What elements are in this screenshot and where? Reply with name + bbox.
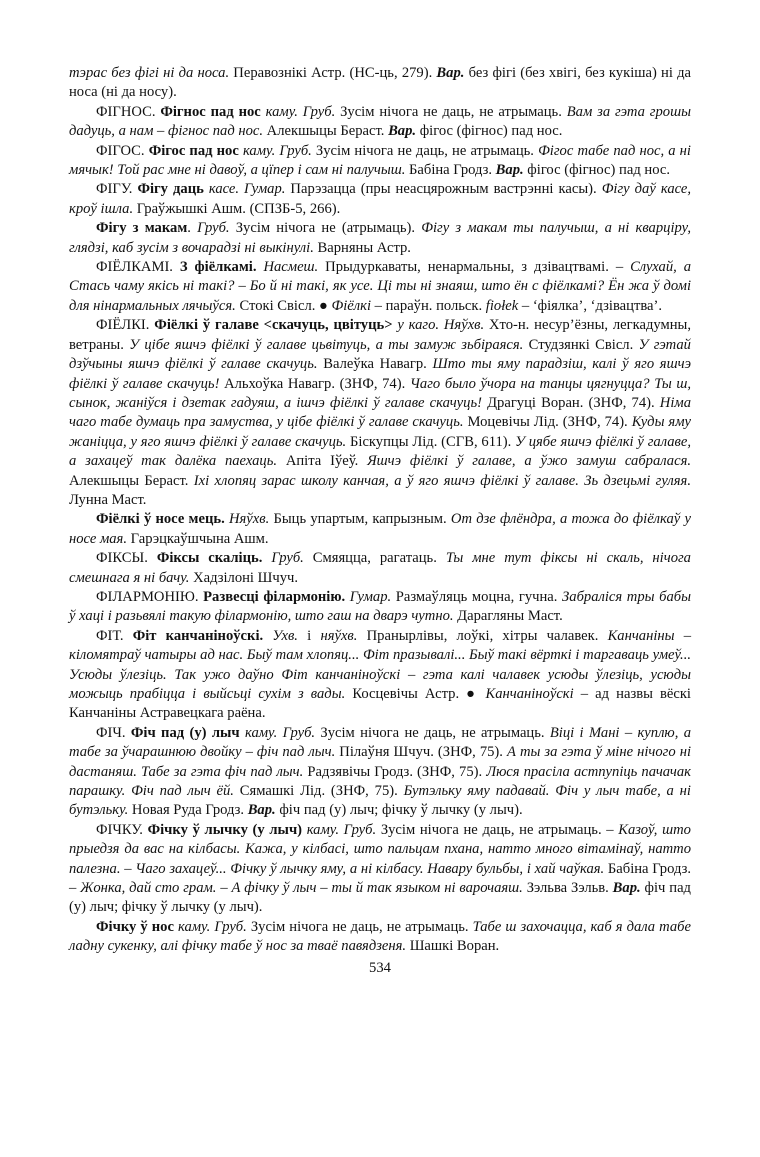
- text-run: Фігу з макам: [96, 220, 188, 237]
- text-run: Граўжышкі Ашм. (СПЗБ-5, 266).: [133, 200, 341, 217]
- text-run: – ад назвы вёскі Канчаніны Астравецкага раёна.: [69, 686, 691, 722]
- text-run: Вар.: [388, 123, 417, 140]
- text-run: А ты за гэта ў міне нічого ні дастаняш. Табе за гэта фіч пад лыч.: [69, 744, 691, 780]
- text-run: Груб.: [197, 220, 230, 237]
- text-run: – Слухай, а Стась чаму якісь ні такі? – Бо й ні такі, як усе. Ці ты ні знаяш, што ён с фіёлкамі? Ён жа ў домі для нінармальных лячыўся.: [69, 259, 692, 314]
- text-run: ФІЁЛКАМІ.: [96, 259, 180, 276]
- entry-paragraph: [69, 549, 691, 588]
- text-run: фігос (фігнос) пад нос.: [523, 162, 670, 179]
- text-run: Табе ш захочацца, каб я дала табе ладну сукенку, алі фічку табе ў нос за тваё павядзеня.: [69, 918, 691, 955]
- text-run: Гарэцкаўшчына Ашм.: [127, 530, 269, 547]
- text-run: Развесці філармонію.: [203, 588, 346, 605]
- text-run: Лунна Маст.: [69, 491, 147, 508]
- text-run: – параўн. польск.: [371, 297, 486, 314]
- text-run: фіч пад (у) лыч; фічку ў лычку (у лыч).: [69, 880, 691, 916]
- text-run: Ты мне тут фіксы ні скаль, нічога смешнага я ні бачу.: [69, 550, 691, 586]
- text-run: fiołek: [485, 297, 519, 314]
- entry-paragraph: [69, 180, 691, 219]
- text-run: Фічку ў лычку (у лыч): [147, 821, 303, 838]
- text-run: Канчаніны – кіломятраў чатыры ад нас. Быў там хлопяц... Фіт празывалі... Быў такі вёрткі і таргаваць умеў... Усюды ўлезіць. Так ужо даўно Фіт канчанінoўскі – гэта калі чалавек усюды ўлезіць, усюды можыць прабіцца і выйсьці сухім з вады.: [69, 627, 692, 702]
- text-run: Гумар.: [345, 588, 392, 605]
- text-run: Алекшыцы Бераст.: [69, 472, 194, 489]
- text-run: Алекшыцы Бераст.: [263, 123, 389, 140]
- entry-paragraph: [69, 918, 691, 957]
- text-run: От дзе флёндра, а тожа до фіёлкаў у носе мая.: [69, 511, 691, 547]
- text-run: Пранырлівы, лоўкі, хітры чалавек.: [357, 627, 608, 644]
- text-run: ФІТ.: [96, 627, 133, 644]
- text-run: Парэзацца (пры неасцярожным вастрэнні касы).: [285, 181, 602, 198]
- page-number: 534: [369, 959, 391, 976]
- text-run: касе. Гумар.: [203, 181, 286, 198]
- text-run: Фігу даць: [137, 181, 204, 198]
- page-text-body: [69, 64, 691, 957]
- text-run: Насмеш.: [256, 259, 319, 276]
- text-run: Вар.: [612, 880, 641, 897]
- text-run: тэрас без фігі ні да носа.: [69, 65, 230, 81]
- text-run: Фіч пад (у) лыч: [130, 724, 240, 741]
- text-run: Драгуці Воран. (ЗНФ, 74).: [481, 394, 660, 411]
- text-run: Бутэльку яму падавай. Фіч у лыч табе, а ні бутэльку.: [69, 783, 691, 819]
- text-run: Зусім нічога не даць, не атрымаць.: [335, 103, 567, 120]
- text-run: Бабіна Гродз.: [405, 162, 496, 179]
- text-run: ФІЧ.: [96, 724, 131, 741]
- text-run: Вар.: [495, 162, 524, 179]
- entry-paragraph: [69, 821, 691, 918]
- text-run: Фігос табе пад нос, а ні мячык! Той рас мне ні давоў, а цїпер і сам ні палучыш.: [69, 142, 691, 179]
- entry-paragraph: [69, 142, 691, 181]
- text-run: Вар.: [436, 65, 465, 81]
- entry-paragraph: [69, 258, 691, 316]
- text-run: Фігнос пад нос: [160, 103, 261, 120]
- text-run: Фіёлкі ў галаве <скачуць, цвітуць>: [154, 317, 393, 334]
- text-run: Забраліся тры бабы ў хаці і разьвялі такую філармонію, што гаш на дварэ чутно.: [69, 588, 692, 625]
- text-run: Моцевічы Лід. (ЗНФ, 74).: [463, 414, 632, 431]
- text-run: – Жонка, дай сто грам. – А фічку ў лыч – ты й так языком ні варочаяш.: [69, 880, 523, 897]
- text-run: без фігі (без хвігі, без кукіша) ні да носа (ні да носу).: [69, 65, 691, 101]
- text-run: ФІГОС.: [96, 142, 149, 159]
- entry-paragraph: [69, 64, 691, 103]
- entry-paragraph: [69, 316, 691, 510]
- text-run: у каго. Няўхв.: [392, 317, 485, 334]
- entry-paragraph: [69, 103, 691, 142]
- text-run: – ‘фіялка’, ‘дзівацтва’.: [518, 297, 663, 314]
- entry-paragraph: [69, 219, 691, 258]
- text-run: ФІЛАРМОНІЮ.: [96, 588, 204, 605]
- text-run: Груб.: [262, 550, 304, 567]
- text-run: няўхв.: [320, 627, 358, 644]
- text-run: Пілаўня Шчуч. (ЗНФ, 75).: [335, 744, 507, 761]
- text-run: Біскупцы Лід. (СГВ, 611).: [346, 433, 516, 450]
- text-run: Куды яму жаніцца, у яго яшчэ фіёлкі ў галаве скачуць.: [69, 414, 691, 450]
- text-run: Фігос пад нос: [148, 142, 239, 159]
- text-run: .: [187, 220, 198, 237]
- text-run: Ухв.: [263, 627, 298, 644]
- text-run: Фічку ў нос: [96, 918, 174, 935]
- text-run: Радзявічы Гродз. (ЗНФ, 75).: [303, 763, 487, 780]
- text-run: фігос (фігнос) пад нос.: [416, 123, 563, 140]
- text-run: Прыдуркаваты, ненармальны, з дзівацтвамі.: [318, 259, 616, 276]
- text-run: каму. Груб.: [173, 918, 247, 935]
- entry-paragraph: [69, 724, 691, 821]
- text-run: Апіта Іўеў.: [277, 453, 368, 470]
- text-run: Размаўляць моцна, гучна.: [391, 588, 563, 605]
- text-run: ФІЁЛКІ.: [96, 317, 155, 334]
- text-run: Яшчэ фіёлкі ў галаве, а ўжо замуш сабралася.: [367, 453, 691, 470]
- text-run: Хто-н. несур’ёзны, легкадумны, ветраны.: [69, 317, 692, 353]
- text-run: Бабіна Гродз.: [604, 860, 691, 877]
- text-run: Стокі Свісл. ●: [235, 297, 332, 314]
- text-run: Дарагляны Маст.: [453, 608, 563, 625]
- text-run: Шашкі Воран.: [406, 938, 500, 955]
- text-run: ФІКСЫ.: [96, 550, 157, 567]
- text-run: і: [297, 627, 321, 644]
- text-run: Зусім нічога не даць, не атрымаць.: [376, 821, 607, 838]
- text-run: Быць упартым, капрызным.: [269, 511, 451, 528]
- text-run: Вам за гэта грошы дадуць, а нам – фігнос пад нос.: [69, 103, 691, 140]
- text-run: – Казоў, што прыедзя да вас на кілбасы. Кажа, у кілбасі, што пальцам пхана, натто много вітамінаў, натто палезна. – Чаго захацеў... Фічку ў лычку яму, а ні кілбасу. Навару бульбы, і хай чаўкая.: [69, 821, 691, 877]
- text-run: Варняны Астр.: [313, 239, 411, 256]
- text-run: Косцевічы Астр. ●: [345, 686, 486, 702]
- text-run: Валеўка Навагр.: [317, 356, 433, 373]
- text-run: У цібе яшчэ фіёлкі ў галаве цьвітуць, а ты замуж зьбіраяся.: [129, 336, 524, 353]
- text-run: Канчанінoўскі: [485, 686, 574, 702]
- text-run: Фіёлкі ў носе мець.: [96, 511, 225, 528]
- text-run: У гэтай дзўчыны яшчэ фіёлкі ў галаве скачуць.: [69, 336, 691, 373]
- text-run: каму. Груб.: [260, 103, 336, 120]
- text-run: Чаго было ўчора на танцы цягнуцца? Ты ш, сынок, жаніўся і дзетак гадуяш, а ішчэ фіёлкі ў галаве скачуць!: [69, 375, 691, 411]
- text-run: Фігу даў касе, кроў ішла.: [69, 181, 692, 217]
- text-run: Няўхв.: [224, 511, 270, 528]
- text-run: Што ты яму парадзіш, калі ў яго яшчэ фіёлкі ў галаве скачуць!: [69, 356, 692, 392]
- text-run: ФІГУ.: [96, 181, 138, 198]
- text-run: каму. Груб.: [238, 142, 312, 159]
- text-run: Люся прасіла астпупіць пачачак парашку. Фіч пад лыч ёй.: [69, 763, 691, 800]
- text-run: Фіёлкі: [331, 297, 372, 314]
- text-run: каму. Груб.: [239, 724, 316, 741]
- text-run: Фіксы скаліць.: [156, 550, 263, 567]
- text-run: Перавознікі Астр. (НС-ць, 279).: [229, 65, 437, 81]
- text-run: Смяяцца, рагатаць.: [303, 550, 446, 567]
- text-run: Іхі хлопяц зарас школу канчая, а ў яго яшчэ фіёлкі ў галаве. Зь дзецьмі гуляя.: [193, 472, 691, 489]
- text-run: каму. Груб.: [302, 821, 377, 838]
- text-run: Хадзілоні Шчуч.: [189, 569, 298, 586]
- text-run: Німа чаго табе думаць пра замуства, у цібе фіёлкі ў галаве скачуць.: [69, 394, 692, 431]
- text-run: Зусім нічога не даць, не атрымаць.: [311, 142, 539, 159]
- text-run: Віці і Мані – куплю, а табе за ўчарашнюю двойку – фіч пад лыч.: [69, 724, 692, 761]
- text-run: фіч пад (у) лыч; фічку ў лычку (у лыч).: [275, 802, 523, 819]
- text-run: ФІЧКУ.: [96, 821, 148, 838]
- text-run: Фігу з макам ты палучыш, а ні кварціру, глядзі, каб зусім з вочарадзі ні выкінулі.: [69, 220, 692, 256]
- entry-paragraph: [69, 627, 691, 724]
- text-run: Сямашкі Лід. (ЗНФ, 75).: [233, 783, 404, 800]
- text-run: Студзянкі Свісл.: [523, 336, 639, 353]
- entry-paragraph: [69, 510, 691, 549]
- text-run: Альхоўка Навагр. (ЗНФ, 74).: [219, 375, 410, 392]
- text-run: Зэльва Зэльв.: [522, 880, 613, 897]
- text-run: Новая Руда Гродз.: [128, 802, 248, 819]
- text-run: Фіт канчанінoўскі.: [132, 627, 264, 644]
- text-run: Зусім нічога не даць, не атрымаць.: [246, 918, 473, 935]
- text-run: ФІГНОС.: [96, 103, 161, 120]
- text-run: З фіёлкамі.: [179, 259, 257, 276]
- entry-paragraph: [69, 588, 691, 627]
- text-run: У цябе яшчэ фіёлкі ў галаве, а захацеў так далёка паехаць.: [69, 433, 691, 470]
- text-run: Зусім нічога не даць, не атрымаць.: [315, 724, 550, 741]
- text-run: Вар.: [247, 802, 276, 819]
- text-run: Зусім нічога не (атрымаць).: [229, 220, 422, 237]
